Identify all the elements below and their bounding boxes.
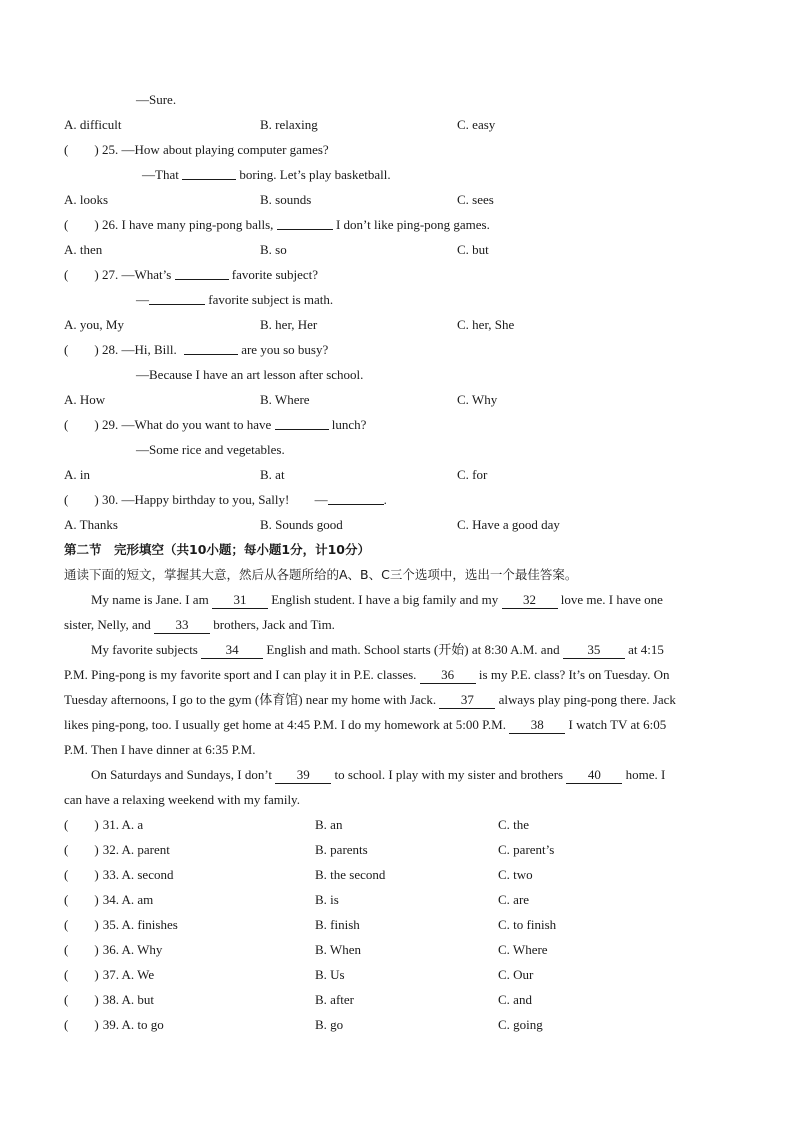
q26-options [64,237,732,262]
passage-text: likes ping-pong, too. I usually get home at 4:45 P.M. I do my homework at 5:00 P.M. [64,717,506,732]
q28-stem-a: 28. —Hi, Bill. [101,342,177,357]
cloze-blank-31[interactable] [212,592,268,609]
cloze-row-stem [64,987,154,1012]
q28-option-c: C. Why [457,392,498,407]
cloze-option-a: 33. A. second [102,867,174,882]
cloze-option-row [64,887,732,912]
q30-stem-a: 30. —Happy birthday to you, Sally! [101,492,290,507]
q28-stem-b: are you so busy? [241,342,329,357]
q25-blank[interactable] [182,166,236,180]
q28-option-b: B. Where [260,392,310,407]
q30-stem-b: — [314,492,328,507]
cloze-row-stem [64,887,153,912]
q26-stem [64,212,732,237]
cloze-blank-39[interactable] [275,767,331,784]
cloze-option-b: B. the second [315,867,386,882]
cloze-option-c: C. and [498,992,532,1007]
passage-line: can have a relaxing weekend with my family. [64,792,300,807]
q25-line2 [64,162,794,187]
cloze-option-b: B. finish [315,917,360,932]
q27-line2-a: — [136,292,149,307]
q25-stem [64,137,732,162]
q27-option-b: B. her, Her [260,317,318,332]
cloze-blank-37[interactable] [439,692,495,709]
passage-line [64,662,732,687]
passage-text: I watch TV at 6:05 [568,717,667,732]
q29-option-c: C. for [457,467,488,482]
cloze-option-row [64,987,732,1012]
cloze-option-row [64,837,732,862]
q26-stem-b: I don’t like ping-pong games. [335,217,490,232]
answer-paren-close: ) [94,1017,99,1032]
answer-paren-open: ( [64,417,69,432]
q27-stem-a: 27. —What’s [101,267,172,282]
q26-stem-a: 26. I have many ping-pong balls, [101,217,274,232]
passage-text: brothers, Jack and Tim. [213,617,335,632]
q26-blank[interactable] [277,216,333,230]
answer-paren-close: ) [94,992,99,1007]
answer-paren-close: ) [94,142,99,157]
q27-stem-b: favorite subject? [231,267,319,282]
passage-line [64,762,732,787]
cloze-number: 31 [233,592,247,607]
passage-line [64,587,732,612]
answer-paren-close: ) [94,492,99,507]
cloze-blank-38[interactable] [509,717,565,734]
passage-text: love me. I have one [560,592,663,607]
cloze-row-stem [64,962,154,987]
q30-option-c: C. Have a good day [457,517,560,532]
q24-option-b: B. relaxing [260,117,318,132]
cloze-option-c: C. two [498,867,533,882]
cloze-option-c: C. parent’s [498,842,555,857]
cloze-option-a: 34. A. am [102,892,154,907]
q27-blank-1[interactable] [175,266,229,280]
cloze-row-stem [64,1012,164,1037]
passage-text: English and math. School starts (开始) at 8:30 A.M. and [266,642,560,657]
answer-paren-open: ( [64,892,69,907]
passage-text: On Saturdays and Sundays, I don’t [91,767,273,782]
q29-stem [64,412,732,437]
q28-blank[interactable] [184,341,238,355]
cloze-option-a: 32. A. parent [102,842,170,857]
cloze-blank-40[interactable] [566,767,622,784]
cloze-row-stem [64,937,162,962]
section-instruction: 通读下面的短文，掌握其大意，然后从各题所给的A、B、C三个选项中，选出一个最佳答案。 [64,567,578,582]
q29-line2-text: —Some rice and vegetables. [136,442,285,457]
answer-paren-close: ) [94,342,99,357]
q26-option-c: C. but [457,242,489,257]
q28-stem [64,337,732,362]
q25-line2-b: boring. Let’s play basketball. [239,167,391,182]
answer-paren-close: ) [94,817,99,832]
q29-line2 [64,437,794,462]
answer-paren-open: ( [64,917,69,932]
cloze-option-b: B. is [315,892,339,907]
section-title: 第二节 完形填空（共10小题；每小题1分，计10分） [64,542,370,557]
cloze-number: 35 [587,642,601,657]
q28-options [64,387,732,412]
answer-paren-open: ( [64,267,69,282]
answer-paren-open: ( [64,492,69,507]
cloze-option-b: B. When [315,942,361,957]
q25-options [64,187,732,212]
q30-option-a: A. Thanks [64,517,118,532]
q28-line2-text: —Because I have an art lesson after school. [136,367,364,382]
q24-answer-b [64,87,794,112]
q29-option-a: A. in [64,467,90,482]
q26-option-a: A. then [64,242,103,257]
answer-paren-close: ) [94,417,99,432]
cloze-option-a: 31. A. a [102,817,144,832]
cloze-number: 38 [530,717,544,732]
cloze-option-row [64,862,732,887]
q29-stem-a: 29. —What do you want to have [101,417,272,432]
cloze-option-c: C. going [498,1017,543,1032]
cloze-option-c: C. the [498,817,530,832]
passage-text: home. I [625,767,666,782]
q25-option-a: A. looks [64,192,109,207]
answer-paren-close: ) [94,217,99,232]
answer-paren-close: ) [94,942,99,957]
cloze-option-c: C. are [498,892,530,907]
cloze-number: 39 [296,767,310,782]
cloze-option-a: 37. A. We [102,967,155,982]
passage-text: is my P.E. class? It’s on Tuesday. On [478,667,670,682]
passage-text: Tuesday afternoons, I go to the gym (体育馆) near my home with Jack. [64,692,437,707]
answer-paren-close: ) [94,917,99,932]
cloze-option-c: C. to finish [498,917,557,932]
cloze-option-a: 35. A. finishes [102,917,178,932]
answer-paren-open: ( [64,142,69,157]
q29-stem-b: lunch? [331,417,367,432]
q29-blank[interactable] [275,416,329,430]
answer-paren-open: ( [64,217,69,232]
cloze-row-stem [64,862,173,887]
q30-blank[interactable] [328,491,384,505]
passage-text: always play ping-pong there. Jack [498,692,676,707]
q27-stem [64,262,732,287]
cloze-number: 34 [225,642,239,657]
cloze-option-row [64,912,732,937]
passage-line [64,712,732,737]
cloze-option-c: C. Where [498,942,548,957]
answer-paren-open: ( [64,867,69,882]
passage-text: My name is Jane. I am [91,592,209,607]
passage-text: English student. I have a big family and my [271,592,499,607]
passage-text: sister, Nelly, and [64,617,151,632]
cloze-option-b: B. after [315,992,354,1007]
cloze-row-stem [64,837,170,862]
cloze-blank-35[interactable] [563,642,625,659]
cloze-number: 32 [523,592,537,607]
q24-option-c: C. easy [457,117,496,132]
cloze-blank-33[interactable] [154,617,210,634]
cloze-option-b: B. parents [315,842,368,857]
passage-text: to school. I play with my sister and brothers [334,767,564,782]
cloze-number: 40 [587,767,601,782]
passage-line [64,612,732,637]
q27-option-c: C. her, She [457,317,515,332]
q25-stem-text: 25. —How about playing computer games? [101,142,329,157]
passage-line [64,687,732,712]
q25-option-b: B. sounds [260,192,312,207]
q27-blank-2[interactable] [149,291,205,305]
cloze-number: 37 [460,692,474,707]
q30-stem-c: . [383,492,387,507]
q27-option-a: A. you, My [64,317,124,332]
cloze-blank-36[interactable] [420,667,476,684]
q26-option-b: B. so [260,242,287,257]
q27-line2-b: favorite subject is math. [208,292,334,307]
passage-text: at 4:15 [628,642,664,657]
answer-paren-open: ( [64,842,69,857]
q30-options [64,512,732,537]
answer-paren-open: ( [64,942,69,957]
q27-line2 [64,287,794,312]
answer-paren-close: ) [94,842,99,857]
cloze-option-a: 36. A. Why [102,942,163,957]
answer-paren-open: ( [64,1017,69,1032]
cloze-option-b: B. go [315,1017,344,1032]
cloze-number: 36 [441,667,455,682]
answer-paren-open: ( [64,817,69,832]
q30-stem [64,487,732,512]
answer-paren-close: ) [94,967,99,982]
cloze-row-stem [64,812,143,837]
cloze-option-row [64,962,732,987]
q29-options [64,462,732,487]
passage-text: My favorite subjects [91,642,198,657]
q25-line2-a: —That [142,167,179,182]
answer-paren-close: ) [94,267,99,282]
answer-paren-open: ( [64,967,69,982]
cloze-row-stem [64,912,178,937]
cloze-option-row [64,937,732,962]
q28-option-a: A. How [64,392,106,407]
cloze-number: 33 [175,617,189,632]
q29-option-b: B. at [260,467,285,482]
cloze-option-c: C. Our [498,967,534,982]
q24-options [64,112,732,137]
q24-answer-text: —Sure. [136,92,177,107]
cloze-blank-34[interactable] [201,642,263,659]
answer-paren-open: ( [64,992,69,1007]
q28-line2 [64,362,794,387]
cloze-blank-32[interactable] [502,592,558,609]
q30-option-b: B. Sounds good [260,517,343,532]
q25-option-c: C. sees [457,192,494,207]
q24-option-a: A. difficult [64,117,122,132]
answer-paren-close: ) [94,892,99,907]
answer-paren-open: ( [64,342,69,357]
answer-paren-close: ) [94,867,99,882]
passage-line: P.M. Then I have dinner at 6:35 P.M. [64,742,256,757]
q27-options [64,312,732,337]
cloze-option-row [64,812,732,837]
passage-line [64,637,732,662]
cloze-option-a: 39. A. to go [102,1017,164,1032]
cloze-option-row [64,1012,732,1037]
passage-text: P.M. Ping-pong is my favorite sport and I can play it in P.E. classes. [64,667,417,682]
cloze-option-b: B. Us [315,967,345,982]
cloze-option-b: B. an [315,817,343,832]
cloze-option-a: 38. A. but [102,992,154,1007]
